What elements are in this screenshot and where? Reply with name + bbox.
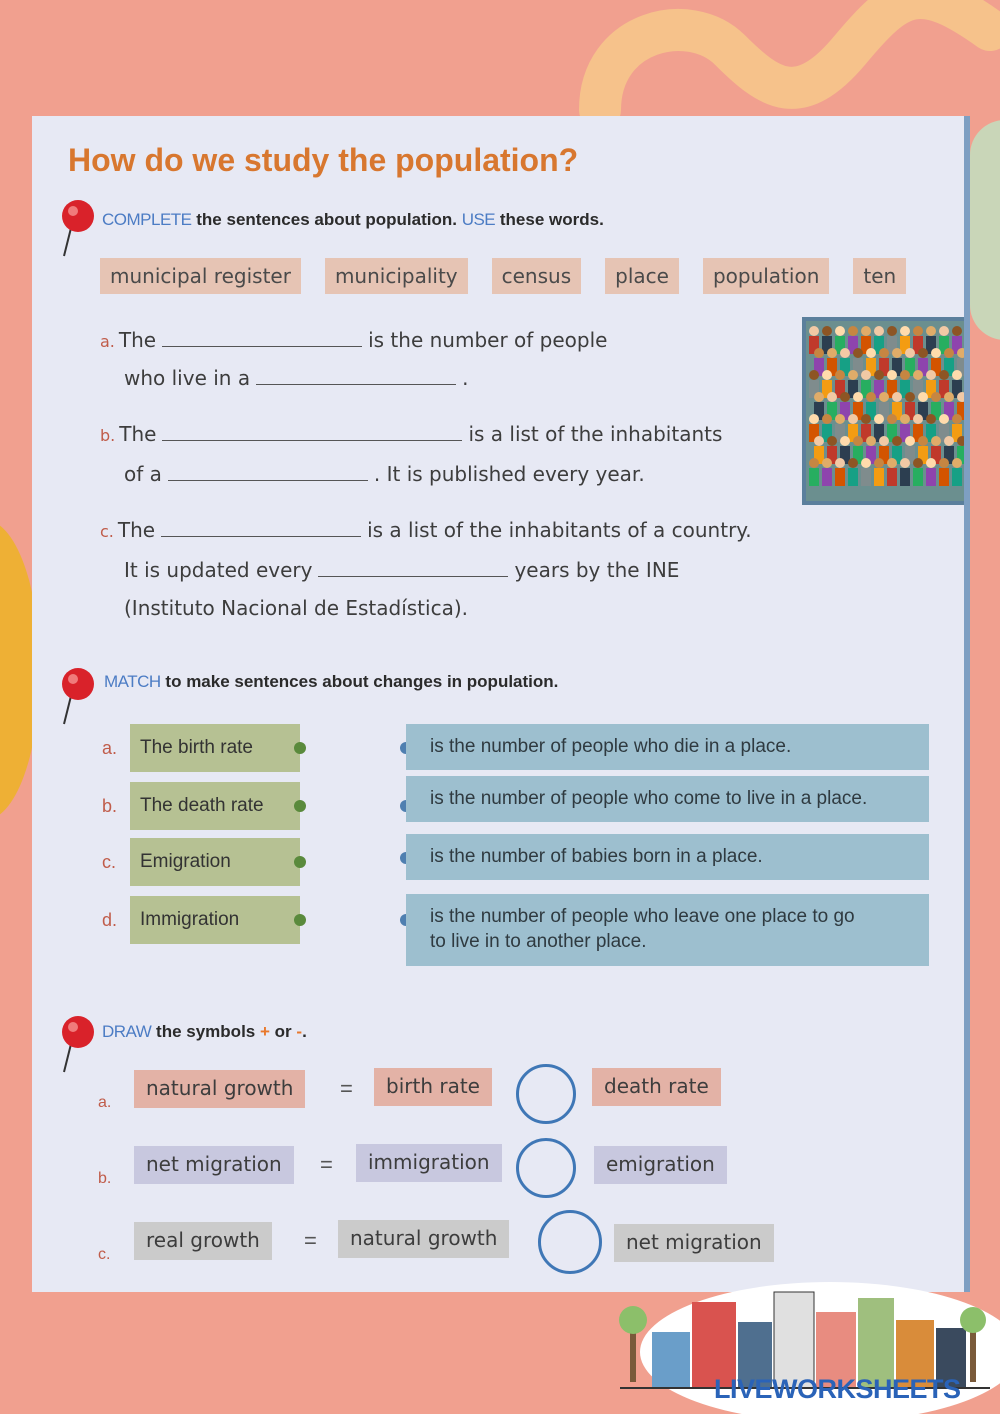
match-left-emigration: Emigration xyxy=(130,838,300,886)
match-dot-left-d[interactable] xyxy=(294,914,306,926)
sentence-a-line1: a. The is the number of people xyxy=(100,328,608,352)
pushpin-icon xyxy=(54,1014,98,1074)
sentence-c-line3: (Instituto Nacional de Estadística). xyxy=(124,596,468,620)
instruction-match: MATCH to make sentences about changes in population. xyxy=(104,672,559,691)
draw-row-c: c. real growth = natural growth net migration xyxy=(98,1222,918,1272)
sentence-a-line2: who live in a . xyxy=(124,366,469,390)
green-shape-decoration xyxy=(970,120,1000,340)
squiggle-decoration xyxy=(570,0,1000,120)
match-right-a: is the number of people who die in a place. xyxy=(406,724,929,770)
blank-c2[interactable] xyxy=(318,561,508,577)
blank-b1[interactable] xyxy=(162,425,462,441)
word-ten: ten xyxy=(853,258,906,294)
sentence-c-line2: It is updated every years by the INE xyxy=(124,558,680,582)
draw-term-natural-growth: natural growth xyxy=(134,1070,305,1108)
match-dot-left-c[interactable] xyxy=(294,856,306,868)
match-right-d: is the number of people who leave one place to go to live in to another place. xyxy=(406,894,929,966)
draw-row-b: b. net migration = immigration emigration xyxy=(98,1146,878,1196)
symbol-circle-c[interactable] xyxy=(538,1210,602,1274)
pushpin-icon xyxy=(54,198,98,258)
pushpin-icon xyxy=(54,666,98,726)
draw-row-a: a. natural growth = birth rate death rate xyxy=(98,1070,878,1120)
draw-term-immigration: immigration xyxy=(356,1144,502,1182)
draw-term-net-migration-2: net migration xyxy=(614,1224,774,1262)
draw-term-net-migration: net migration xyxy=(134,1146,294,1184)
draw-term-natural-growth-2: natural growth xyxy=(338,1220,509,1258)
match-right-c: is the number of babies born in a place. xyxy=(406,834,929,880)
draw-term-emigration: emigration xyxy=(594,1146,727,1184)
draw-term-death-rate: death rate xyxy=(592,1068,721,1106)
symbol-circle-b[interactable] xyxy=(516,1138,576,1198)
blank-a1[interactable] xyxy=(162,331,362,347)
blank-a2[interactable] xyxy=(256,369,456,385)
liveworksheets-logo: LIVEWORKSHEETS xyxy=(714,1374,961,1404)
word-bank xyxy=(100,258,906,294)
instruction-draw: DRAW the symbols + or -. xyxy=(102,1022,307,1041)
blank-b2[interactable] xyxy=(168,465,368,481)
word-census: census xyxy=(492,258,582,294)
instruction-complete: COMPLETE the sentences about population. USE these words. xyxy=(102,210,604,229)
blank-c1[interactable] xyxy=(161,521,361,537)
match-right-b: is the number of people who come to live in a place. xyxy=(406,776,929,822)
word-place: place xyxy=(605,258,679,294)
draw-term-real-growth: real growth xyxy=(134,1222,272,1260)
match-left-birth-rate: The birth rate xyxy=(130,724,300,772)
worksheet-page: How do we study the population? COMPLETE the sentences about population. USE these words. municipal register municipality census place population ten a. The is the number of people who live in a . b. The is a list of the inhabitants of a . It is published every year. c. The is a list of the inhabitants of a country. It is updated every years by the INE (Instituto Nacional de Estadística). MATCH to make sentences about changes in population. a. The birth rate is the number of people who die in a place. b. The death rate is the number of people who come to live in a place. c. Emigration is the number of babies born in a place. d. Immigration is the number of people who leave one place to go to live in to another place. DRAW the symbols + or -. a. natural growth = birth rate death rate b. net migration = immigration emigration c. real growth = natural growth net migration xyxy=(32,116,970,1292)
match-left-death-rate: The death rate xyxy=(130,782,300,830)
symbol-circle-a[interactable] xyxy=(516,1064,576,1124)
match-dot-left-a[interactable] xyxy=(294,742,306,754)
sentence-c-line1: c. The is a list of the inhabitants of a country. xyxy=(100,518,752,542)
word-population: population xyxy=(703,258,829,294)
match-dot-left-b[interactable] xyxy=(294,800,306,812)
sentence-b-line1: b. The is a list of the inhabitants xyxy=(100,422,723,446)
word-municipality: municipality xyxy=(325,258,468,294)
match-left-immigration: Immigration xyxy=(130,896,300,944)
sentence-b-line2: of a . It is published every year. xyxy=(124,462,645,486)
crowd-photo xyxy=(802,317,970,505)
word-municipal-register: municipal register xyxy=(100,258,301,294)
draw-term-birth-rate: birth rate xyxy=(374,1068,492,1106)
page-title: How do we study the population? xyxy=(68,142,579,178)
